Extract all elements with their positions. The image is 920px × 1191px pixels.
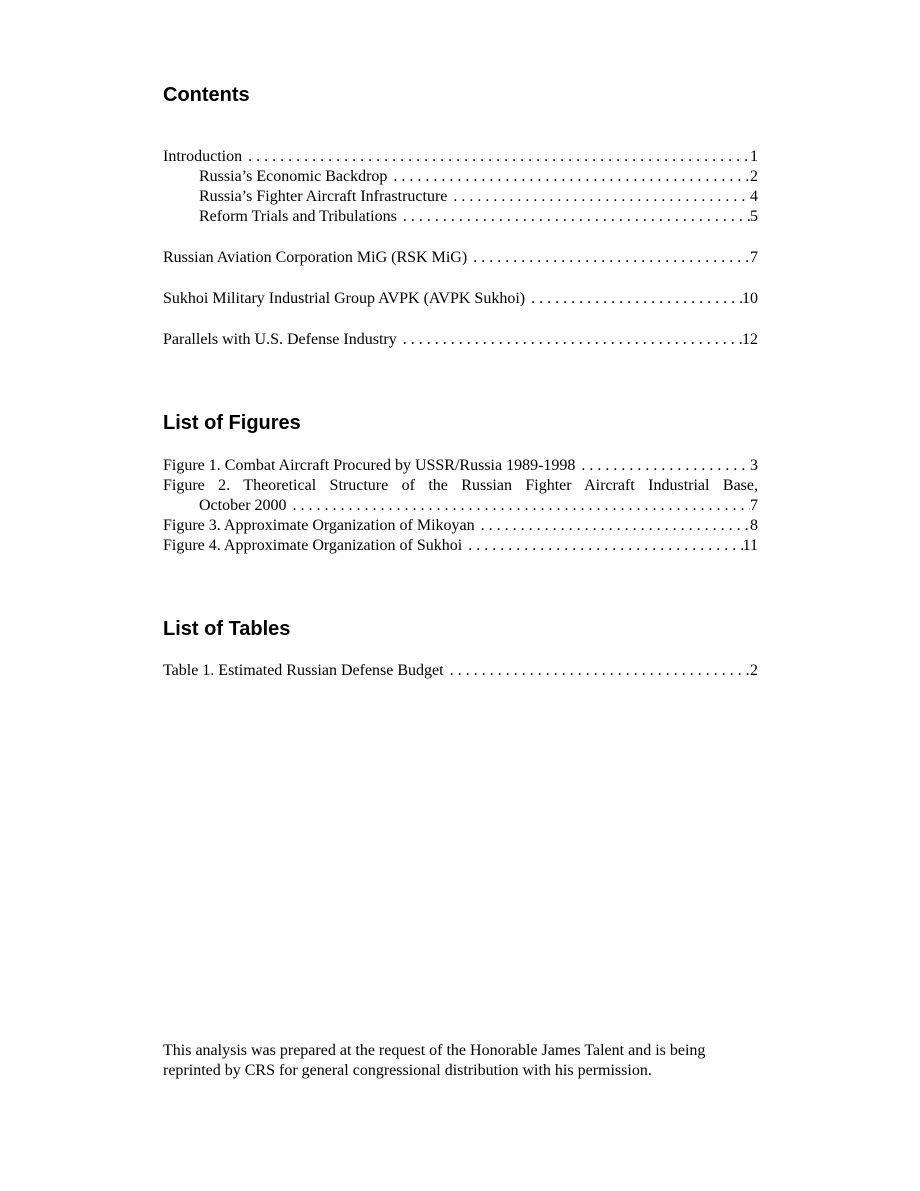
toc-entry-label: Introduction bbox=[163, 148, 243, 165]
figure-entry-page: 3 bbox=[750, 457, 758, 474]
table-entry-page: 2 bbox=[750, 662, 758, 679]
figure-entry-page: 8 bbox=[750, 517, 758, 534]
dot-leader bbox=[462, 536, 742, 556]
figure-entry-label: Figure 3. Approximate Organization of Mikoyan bbox=[163, 517, 475, 534]
toc-entry-fighter-infrastructure[interactable] bbox=[199, 187, 758, 207]
figure-entry-2-line2[interactable] bbox=[199, 496, 758, 516]
toc-entry-page: 1 bbox=[750, 148, 758, 165]
dot-leader bbox=[575, 456, 750, 476]
figure-entry-label: Figure 1. Combat Aircraft Procured by USSR/Russia 1989-1998 bbox=[163, 457, 576, 474]
dot-leader bbox=[387, 167, 750, 187]
figure-entry-page: 7 bbox=[750, 497, 758, 514]
dot-leader bbox=[525, 289, 742, 309]
contents-heading: Contents bbox=[163, 84, 250, 106]
dot-leader bbox=[397, 330, 742, 350]
toc-entry-introduction[interactable] bbox=[163, 147, 758, 167]
figure-entry-4[interactable] bbox=[163, 536, 758, 556]
dot-leader bbox=[242, 147, 750, 167]
toc-entry-avpk-sukhoi[interactable] bbox=[163, 289, 758, 309]
toc-entry-label: Russia’s Fighter Aircraft Infrastructure bbox=[199, 188, 448, 205]
dot-leader bbox=[475, 516, 750, 536]
figures-heading: List of Figures bbox=[163, 412, 301, 434]
toc-entry-page: 2 bbox=[750, 168, 758, 185]
dot-leader bbox=[447, 187, 750, 207]
toc-entry-label: Parallels with U.S. Defense Industry bbox=[163, 331, 397, 348]
table-entry-1[interactable] bbox=[163, 661, 758, 681]
figure-entry-3[interactable] bbox=[163, 516, 758, 536]
tables-heading: List of Tables bbox=[163, 618, 291, 640]
toc-entry-rsk-mig[interactable] bbox=[163, 248, 758, 268]
dot-leader bbox=[397, 207, 750, 227]
toc-entry-us-parallels[interactable] bbox=[163, 330, 758, 350]
note-line-2: reprinted by CRS for general congressional distribution with his permission. bbox=[163, 1062, 652, 1079]
toc-entry-page: 4 bbox=[750, 188, 758, 205]
toc-entry-page: 7 bbox=[750, 249, 758, 266]
figure-entry-continuation: October 2000 bbox=[199, 497, 287, 514]
toc-entry-label: Russia’s Economic Backdrop bbox=[199, 168, 388, 185]
prepared-for-note bbox=[163, 1041, 763, 1081]
note-line-1: This analysis was prepared at the request of the Honorable James Talent and is being bbox=[163, 1042, 706, 1059]
dot-leader bbox=[444, 661, 750, 681]
figure-entry-2-line1[interactable]: Figure 2. Theoretical Structure of the Russian Fighter Aircraft Industrial Base, bbox=[163, 477, 758, 494]
toc-entry-economic-backdrop[interactable] bbox=[199, 167, 758, 187]
table-entry-label: Table 1. Estimated Russian Defense Budget bbox=[163, 662, 444, 679]
toc-entry-reform-trials[interactable] bbox=[199, 207, 758, 227]
figure-entry-page: 11 bbox=[742, 537, 758, 554]
toc-entry-page: 12 bbox=[742, 331, 758, 348]
dot-leader bbox=[467, 248, 750, 268]
toc-entry-label: Russian Aviation Corporation MiG (RSK MiG) bbox=[163, 249, 468, 266]
figure-entry-label: Figure 4. Approximate Organization of Sukhoi bbox=[163, 537, 463, 554]
figure-entry-1[interactable] bbox=[163, 456, 758, 476]
toc-entry-page: 10 bbox=[742, 290, 758, 307]
toc-entry-page: 5 bbox=[750, 208, 758, 225]
toc-entry-label: Reform Trials and Tribulations bbox=[199, 208, 397, 225]
dot-leader bbox=[287, 496, 750, 516]
toc-entry-label: Sukhoi Military Industrial Group AVPK (AVPK Sukhoi) bbox=[163, 290, 526, 307]
